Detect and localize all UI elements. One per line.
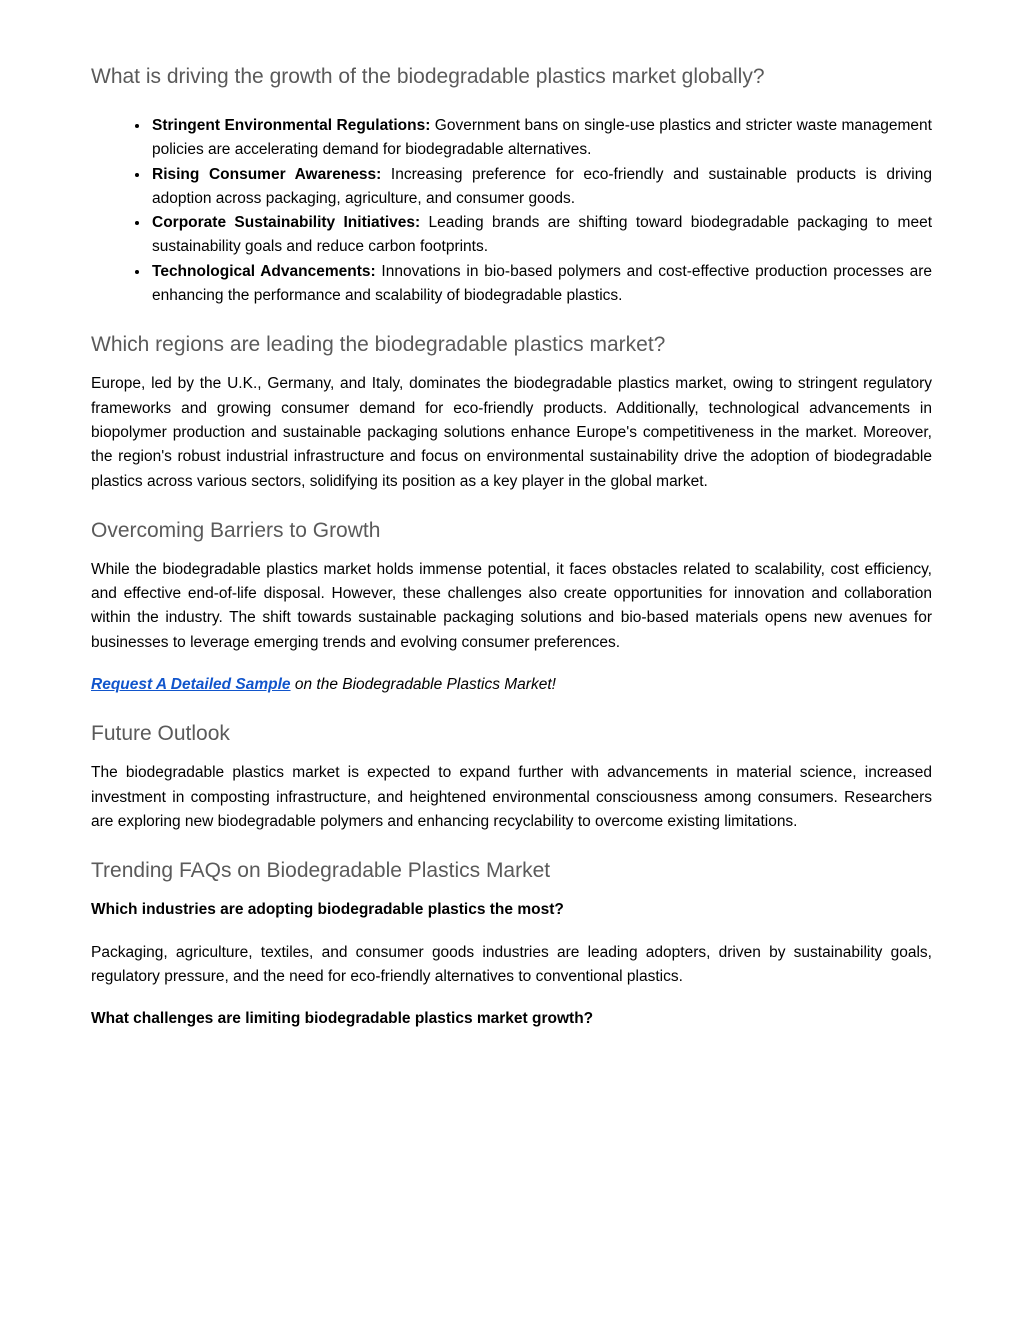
faq-question-challenges: What challenges are limiting biodegradable plastics market growth? [91, 1010, 594, 1028]
sample-request-rest: on the Biodegradable Plastics Market! [290, 676, 556, 694]
bullet-text: Innovations in bio-based polymers and cost-effective production processes are enhancing the performance and scalability of biodegradable plastics. [152, 262, 932, 305]
growth-drivers-list [91, 114, 932, 308]
barriers-paragraph: While the biodegradable plastics market holds immense potential, it faces obstacles related to scalability, cost efficiency, and effective end-of-life disposal. However, these challenges also create opportunities for innovation and collaboration within the industry. The shift towards sustainable packaging solutions and bio-based materials opens new avenues for businesses to leverage emerging trends and evolving consumer preferences. [91, 560, 932, 651]
list-item [150, 260, 932, 309]
heading-trending-faqs: Trending FAQs on Biodegradable Plastics Market [91, 859, 551, 883]
sample-request-line [91, 673, 932, 697]
heading-future-outlook: Future Outlook [91, 722, 230, 746]
list-item [150, 211, 932, 260]
request-sample-link[interactable]: Request A Detailed Sample [91, 676, 291, 694]
bullet-text: Leading brands are shifting toward biodegradable packaging to meet sustainability goals and reduce carbon footprints. [152, 214, 933, 256]
faq-question-industries: Which industries are adopting biodegradable plastics the most? [91, 901, 564, 919]
bullet-label: Rising Consumer Awareness: [152, 165, 382, 183]
bullet-text: Increasing preference for eco-friendly and sustainable products is driving adoption across packaging, agriculture, and consumer goods. [152, 165, 932, 207]
list-item [150, 114, 932, 163]
outlook-paragraph: The biodegradable plastics market is expected to expand further with advancements in material science, increased investment in composting infrastructure, and heightened environmental consciousness among consumers. Researchers are exploring new biodegradable polymers and enhancing recyclability to overcome existing limitations. [91, 764, 932, 830]
regions-paragraph: Europe, led by the U.K., Germany, and Italy, dominates the biodegradable plastics market, owing to stringent regulatory frameworks and growing consumer demand for eco-friendly products. Additionally, technological advancements in biopolymer production and sustainable packaging solutions enhance Europe's competitiveness in the market. Moreover, the region's robust industrial infrastructure and focus on environmental sustainability drive the adoption of biodegradable plastics across various sectors, solidifying its position as a key player in the global market. [91, 375, 932, 490]
faq-answer-industries: Packaging, agriculture, textiles, and consumer goods industries are leading adopters, driven by sustainability goals, regulatory pressure, and the need for eco-friendly alternatives to conventional plastics. [91, 943, 932, 985]
bullet-text: Government bans on single-use plastics and stricter waste management policies are accelerating demand for biodegradable alternatives. [152, 117, 932, 159]
bullet-label: Stringent Environmental Regulations: [152, 117, 431, 134]
heading-barriers: Overcoming Barriers to Growth [91, 518, 381, 542]
heading-leading-regions: Which regions are leading the biodegradable plastics market? [91, 333, 666, 357]
heading-growth-drivers: What is driving the growth of the biodegradable plastics market globally? [91, 65, 765, 88]
list-item [150, 163, 932, 212]
bullet-label: Technological Advancements: [152, 262, 376, 280]
bullet-label: Corporate Sustainability Initiatives: [152, 214, 421, 232]
